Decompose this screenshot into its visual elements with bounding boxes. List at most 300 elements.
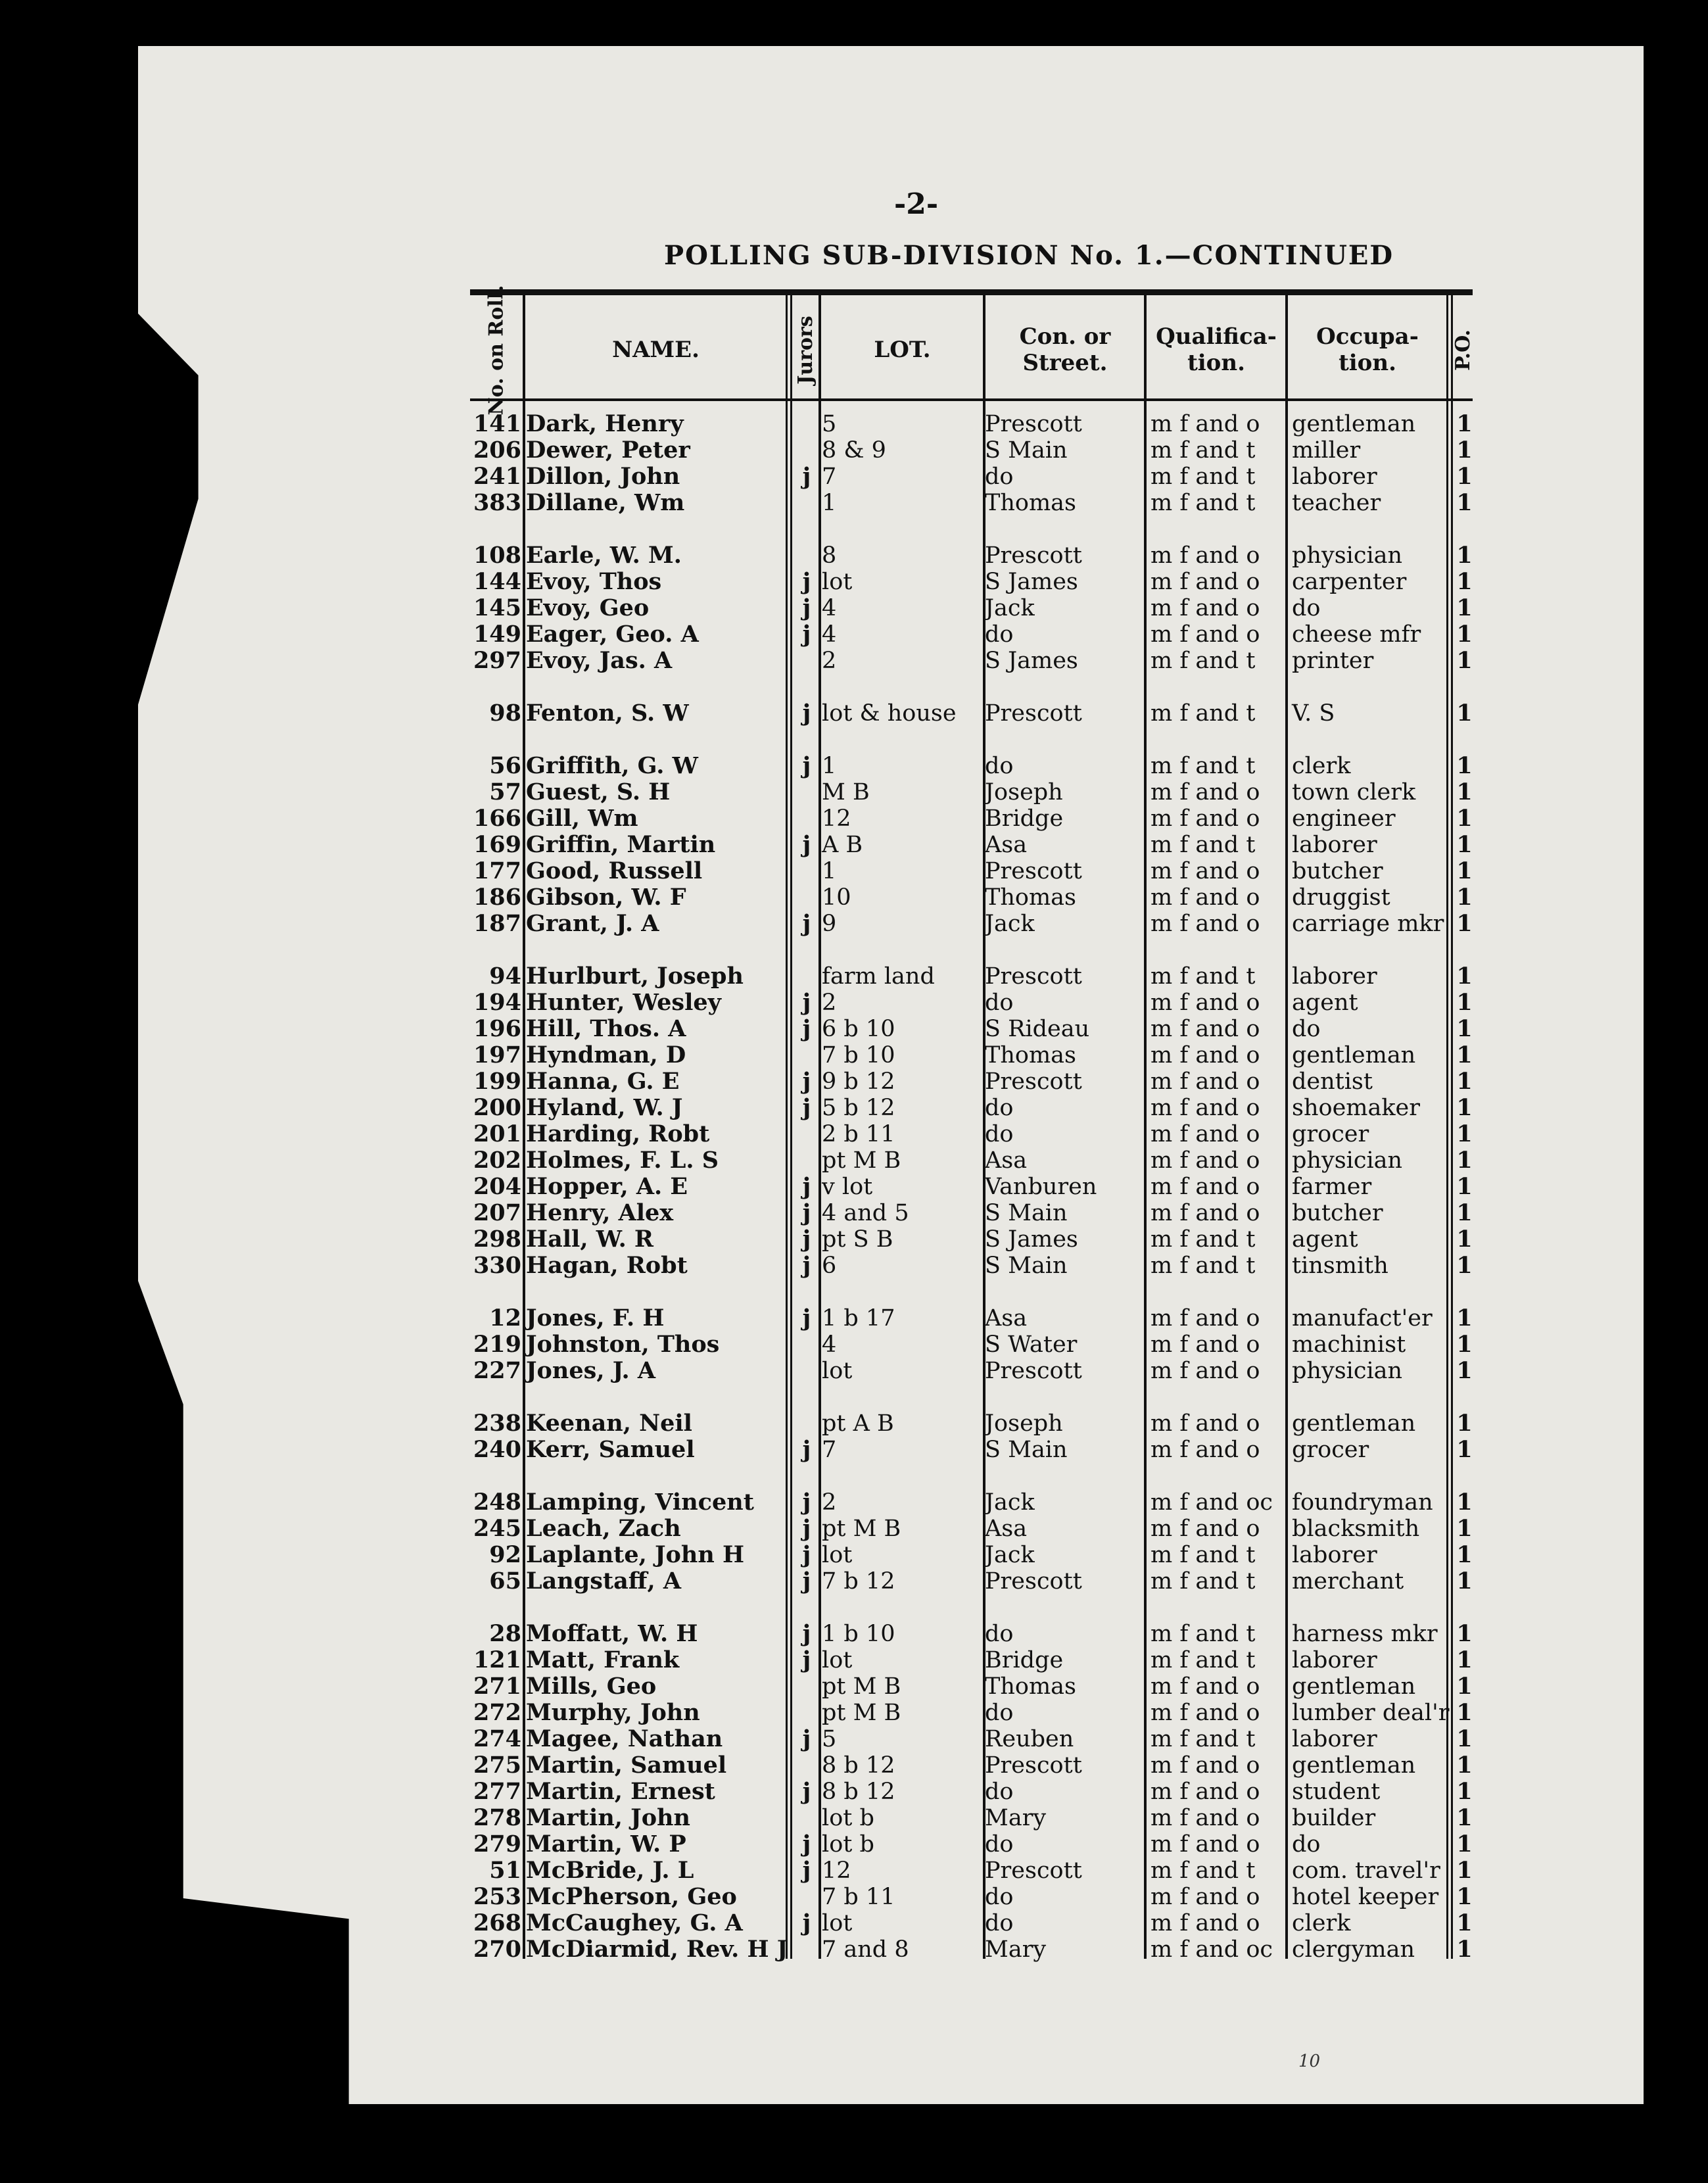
qualification: m f and o <box>1151 595 1260 621</box>
lot: 4 and 5 <box>822 1200 909 1226</box>
lot: 8 & 9 <box>822 437 886 464</box>
roll-number: 94 <box>489 963 521 990</box>
voter-name: Evoy, Geo <box>526 594 650 621</box>
lot: 5 b 12 <box>822 1095 895 1121</box>
qualification: m f and o <box>1151 1305 1260 1331</box>
table-row <box>470 1226 1473 1253</box>
street: S Main <box>985 437 1068 464</box>
qualification: m f and oc <box>1151 1489 1273 1516</box>
roll-number: 12 <box>489 1305 521 1331</box>
street: Mary <box>985 1805 1047 1831</box>
juror-mark: j <box>802 1068 811 1095</box>
table-row <box>470 858 1473 884</box>
lot: farm land <box>822 963 935 990</box>
roll-number: 51 <box>489 1857 521 1884</box>
lot: M B <box>822 779 870 805</box>
table-row <box>470 621 1473 648</box>
po-number: 1 <box>1456 1909 1473 1936</box>
po-number: 1 <box>1456 1120 1473 1147</box>
street: Jack <box>985 1489 1035 1516</box>
street: Bridge <box>985 805 1064 832</box>
juror-mark: j <box>802 1436 811 1463</box>
occupation: clergyman <box>1292 1936 1415 1963</box>
juror-mark: j <box>802 1252 811 1279</box>
street: do <box>985 464 1014 490</box>
occupation: foundryman <box>1292 1489 1433 1516</box>
table-row <box>470 1831 1473 1858</box>
voter-name: Hunter, Wesley <box>526 989 721 1016</box>
qualification: m f and t <box>1151 832 1256 858</box>
juror-mark: j <box>802 1489 811 1516</box>
po-number: 1 <box>1456 1410 1473 1437</box>
street: Jack <box>985 911 1035 937</box>
voter-name: Magee, Nathan <box>526 1725 723 1752</box>
qualification: m f and o <box>1151 1016 1260 1042</box>
voter-name: McCaughey, G. A <box>526 1909 743 1936</box>
qualification: m f and t <box>1151 1568 1256 1595</box>
table-row <box>470 1858 1473 1884</box>
roll-number: 248 <box>473 1489 521 1516</box>
voter-name: McDiarmid, Rev. H J <box>526 1936 788 1963</box>
roll-number: 92 <box>489 1541 521 1568</box>
header-name: NAME. <box>612 337 700 363</box>
voter-name: Lamping, Vincent <box>526 1489 754 1516</box>
qualification: m f and t <box>1151 464 1256 490</box>
juror-mark: j <box>802 1094 811 1121</box>
street: do <box>985 1121 1014 1147</box>
street: do <box>985 1095 1014 1121</box>
street: Asa <box>985 1305 1028 1331</box>
voter-name: Evoy, Thos <box>526 568 662 595</box>
po-number: 1 <box>1456 1857 1473 1884</box>
roll-number: 144 <box>473 568 521 595</box>
occupation: gentleman <box>1292 1410 1416 1437</box>
po-number: 1 <box>1456 463 1473 490</box>
roll-number: 274 <box>473 1725 521 1752</box>
qualification: m f and o <box>1151 1884 1260 1910</box>
lot: 10 <box>822 884 851 911</box>
juror-mark: j <box>802 1515 811 1542</box>
qualification: m f and o <box>1151 1068 1260 1095</box>
occupation: do <box>1292 1831 1321 1858</box>
voter-name: Guest, S. H <box>526 779 671 805</box>
street: Thomas <box>985 490 1076 516</box>
lot: 7 and 8 <box>822 1936 909 1963</box>
table-row <box>470 779 1473 805</box>
roll-number: 297 <box>473 647 521 674</box>
juror-mark: j <box>802 1725 811 1752</box>
header-po: P.O. <box>1451 329 1475 371</box>
juror-mark: j <box>802 831 811 858</box>
table-row <box>470 648 1473 674</box>
table-row <box>470 1884 1473 1910</box>
occupation: butcher <box>1292 858 1383 884</box>
qualification: m f and t <box>1151 1542 1256 1568</box>
roll-number: 227 <box>473 1357 521 1384</box>
po-number: 1 <box>1456 542 1473 569</box>
qualification: m f and o <box>1151 990 1260 1016</box>
occupation: manufact'er <box>1292 1305 1433 1331</box>
roll-number: 219 <box>473 1331 521 1358</box>
table-row <box>470 1621 1473 1647</box>
voter-name: Johnston, Thos <box>526 1331 720 1358</box>
table-row <box>470 700 1473 727</box>
table-row <box>470 1568 1473 1595</box>
header-lot: LOT. <box>874 337 931 363</box>
qualification: m f and o <box>1151 1410 1260 1437</box>
voter-name: Gibson, W. F <box>526 884 686 911</box>
voter-name: Hyland, W. J <box>526 1094 683 1121</box>
qualification: m f and o <box>1151 884 1260 911</box>
po-number: 1 <box>1456 1883 1473 1910</box>
voter-name: Hyndman, D <box>526 1042 686 1068</box>
voter-name: Dillane, Wm <box>526 489 685 516</box>
qualification: m f and t <box>1151 1858 1256 1884</box>
lot: 1 <box>822 753 837 779</box>
lot: 12 <box>822 805 851 832</box>
street: S James <box>985 648 1078 674</box>
street: Asa <box>985 1516 1028 1542</box>
street: Joseph <box>985 1410 1063 1437</box>
lot: lot b <box>822 1805 874 1831</box>
occupation: machinist <box>1292 1331 1406 1358</box>
po-number: 1 <box>1456 1568 1473 1595</box>
voter-name: Matt, Frank <box>526 1646 680 1673</box>
occupation: clerk <box>1292 1910 1351 1936</box>
table-row <box>470 542 1473 569</box>
header-no-on-roll: No. on Roll. <box>485 284 508 416</box>
qualification: m f and t <box>1151 437 1256 464</box>
table-row <box>470 1910 1473 1936</box>
po-number: 1 <box>1456 1831 1473 1858</box>
lot: lot <box>822 1358 853 1384</box>
table-row <box>470 464 1473 490</box>
occupation: lumber deal'r <box>1292 1700 1450 1726</box>
qualification: m f and o <box>1151 1779 1260 1805</box>
lot: 7 b 11 <box>822 1884 895 1910</box>
po-number: 1 <box>1456 1752 1473 1779</box>
roll-number: 145 <box>473 594 521 621</box>
juror-mark: j <box>802 463 811 490</box>
po-number: 1 <box>1456 410 1473 437</box>
occupation: shoemaker <box>1292 1095 1420 1121</box>
voter-name: Laplante, John H <box>526 1541 745 1568</box>
roll-number: 177 <box>473 857 521 884</box>
voter-name: Keenan, Neil <box>526 1410 692 1437</box>
table-row <box>470 1700 1473 1726</box>
table-row <box>470 1489 1473 1516</box>
street: Prescott <box>985 411 1082 437</box>
street: do <box>985 1621 1014 1647</box>
lot: 7 b 12 <box>822 1568 895 1595</box>
occupation: gentleman <box>1292 411 1416 437</box>
occupation: miller <box>1292 437 1361 464</box>
juror-mark: j <box>802 752 811 779</box>
occupation: town clerk <box>1292 779 1416 805</box>
qualification: m f and o <box>1151 1095 1260 1121</box>
qualification: m f and o <box>1151 542 1260 569</box>
roll-number: 207 <box>473 1199 521 1226</box>
table-row <box>470 1726 1473 1752</box>
juror-mark: j <box>802 700 811 727</box>
voter-name: Eager, Geo. A <box>526 621 699 648</box>
table-row <box>470 1358 1473 1384</box>
roll-number: 28 <box>489 1620 521 1647</box>
occupation: agent <box>1292 990 1358 1016</box>
occupation: laborer <box>1292 1726 1377 1752</box>
po-number: 1 <box>1456 1147 1473 1174</box>
lot: 8 b 12 <box>822 1752 895 1779</box>
juror-mark: j <box>802 1226 811 1253</box>
lot: 1 b 10 <box>822 1621 895 1647</box>
occupation: physician <box>1292 542 1403 569</box>
roll-number: 149 <box>473 621 521 648</box>
table-row <box>470 1936 1473 1963</box>
lot: 2 <box>822 648 837 674</box>
lot: pt M B <box>822 1700 901 1726</box>
occupation: agent <box>1292 1226 1358 1253</box>
juror-mark: j <box>802 1646 811 1673</box>
voter-name: Hopper, A. E <box>526 1173 688 1200</box>
street: Thomas <box>985 884 1076 911</box>
table-row <box>470 1253 1473 1279</box>
lot: v lot <box>822 1174 873 1200</box>
table-row <box>470 1647 1473 1673</box>
street: Prescott <box>985 1752 1082 1779</box>
roll-number: 298 <box>473 1226 521 1253</box>
street: Prescott <box>985 1858 1082 1884</box>
qualification: m f and o <box>1151 779 1260 805</box>
po-number: 1 <box>1456 1357 1473 1384</box>
po-number: 1 <box>1456 1699 1473 1726</box>
juror-mark: j <box>802 1778 811 1805</box>
street: Prescott <box>985 542 1082 569</box>
qualification: m f and o <box>1151 1174 1260 1200</box>
qualification: m f and t <box>1151 490 1256 516</box>
juror-mark: j <box>802 1620 811 1647</box>
po-number: 1 <box>1456 1489 1473 1516</box>
table-row <box>470 1779 1473 1805</box>
occupation: butcher <box>1292 1200 1383 1226</box>
lot: 4 <box>822 595 837 621</box>
street: do <box>985 1884 1014 1910</box>
street: do <box>985 621 1014 648</box>
lot: pt A B <box>822 1410 894 1437</box>
occupation: com. travel'r <box>1292 1858 1440 1884</box>
street: Prescott <box>985 858 1082 884</box>
roll-number: 238 <box>473 1410 521 1437</box>
po-number: 1 <box>1456 1436 1473 1463</box>
roll-number: 57 <box>489 779 521 805</box>
lot: 4 <box>822 1331 837 1358</box>
occupation: do <box>1292 1016 1321 1042</box>
po-number: 1 <box>1456 568 1473 595</box>
juror-mark: j <box>802 1909 811 1936</box>
table-row <box>470 437 1473 464</box>
occupation: clerk <box>1292 753 1351 779</box>
voter-name: Jones, F. H <box>526 1305 665 1331</box>
street: Bridge <box>985 1647 1064 1673</box>
po-number: 1 <box>1456 752 1473 779</box>
table-row <box>470 1016 1473 1042</box>
street: Prescott <box>985 1068 1082 1095</box>
roll-number: 141 <box>473 410 521 437</box>
po-number: 1 <box>1456 1620 1473 1647</box>
voter-name: Kerr, Samuel <box>526 1436 695 1463</box>
street: Reuben <box>985 1726 1074 1752</box>
roll-number: 65 <box>489 1568 521 1595</box>
table-row <box>470 1042 1473 1068</box>
street: S Main <box>985 1253 1068 1279</box>
roll-number: 240 <box>473 1436 521 1463</box>
lot: 6 b 10 <box>822 1016 895 1042</box>
qualification: m f and o <box>1151 805 1260 832</box>
voter-name: Jones, J. A <box>526 1357 656 1384</box>
qualification: m f and o <box>1151 411 1260 437</box>
juror-mark: j <box>802 989 811 1016</box>
lot: 5 <box>822 411 837 437</box>
voter-name: Grant, J. A <box>526 910 659 937</box>
page-title: POLLING SUB-DIVISION No. 1.—CONTINUED <box>664 240 1394 271</box>
juror-mark: j <box>802 1173 811 1200</box>
po-number: 1 <box>1456 437 1473 464</box>
lot: 9 <box>822 911 837 937</box>
roll-number: 56 <box>489 752 521 779</box>
voter-name: Murphy, John <box>526 1699 700 1726</box>
occupation: blacksmith <box>1292 1516 1420 1542</box>
lot: lot <box>822 1647 853 1673</box>
qualification: m f and o <box>1151 1042 1260 1068</box>
lot: pt M B <box>822 1516 901 1542</box>
occupation: teacher <box>1292 490 1381 516</box>
qualification: m f and oc <box>1151 1936 1273 1963</box>
lot: 8 <box>822 542 837 569</box>
table-row <box>470 1200 1473 1226</box>
po-number: 1 <box>1456 621 1473 648</box>
lot: 6 <box>822 1253 837 1279</box>
occupation: farmer <box>1292 1174 1372 1200</box>
voter-name: Good, Russell <box>526 857 703 884</box>
street: S James <box>985 1226 1078 1253</box>
roll-number: 201 <box>473 1120 521 1147</box>
street: Jack <box>985 1542 1035 1568</box>
qualification: m f and t <box>1151 648 1256 674</box>
po-number: 1 <box>1456 1936 1473 1963</box>
roll-number: 169 <box>473 831 521 858</box>
roll-number: 279 <box>473 1831 521 1858</box>
roll-number: 187 <box>473 910 521 937</box>
page-footnote: 10 <box>1298 2051 1321 2071</box>
voter-name: Earle, W. M. <box>526 542 682 569</box>
roll-number: 196 <box>473 1015 521 1042</box>
occupation: physician <box>1292 1358 1403 1384</box>
po-number: 1 <box>1456 1541 1473 1568</box>
qualification: m f and t <box>1151 700 1256 727</box>
po-number: 1 <box>1456 1725 1473 1752</box>
roll-number: 121 <box>473 1646 521 1673</box>
table-row <box>470 1805 1473 1831</box>
table-row <box>470 1516 1473 1542</box>
voter-name: Hurlburt, Joseph <box>526 963 744 990</box>
table-row <box>470 805 1473 832</box>
table-row <box>470 963 1473 990</box>
lot: 12 <box>822 1858 851 1884</box>
po-number: 1 <box>1456 1094 1473 1121</box>
roll-number: 197 <box>473 1042 521 1068</box>
po-number: 1 <box>1456 1042 1473 1068</box>
qualification: m f and o <box>1151 1831 1260 1858</box>
roll-number: 108 <box>473 542 521 569</box>
roll-number: 270 <box>473 1936 521 1963</box>
lot: A B <box>822 832 863 858</box>
lot: pt S B <box>822 1226 893 1253</box>
table-row <box>470 595 1473 621</box>
street: do <box>985 1779 1014 1805</box>
po-number: 1 <box>1456 1646 1473 1673</box>
roll-number: 166 <box>473 805 521 832</box>
juror-mark: j <box>802 1015 811 1042</box>
qualification: m f and o <box>1151 911 1260 937</box>
roll-number: 278 <box>473 1804 521 1831</box>
qualification: m f and o <box>1151 1910 1260 1936</box>
table-row <box>470 1542 1473 1568</box>
voter-name: Evoy, Jas. A <box>526 647 673 674</box>
juror-mark: j <box>802 1568 811 1595</box>
table-row <box>470 990 1473 1016</box>
header-occupation: Occupa-tion. <box>1316 324 1419 376</box>
po-number: 1 <box>1456 884 1473 911</box>
po-number: 1 <box>1456 1068 1473 1095</box>
voter-name: Mills, Geo <box>526 1673 657 1700</box>
juror-mark: j <box>802 910 811 937</box>
occupation: grocer <box>1292 1121 1369 1147</box>
po-number: 1 <box>1456 1173 1473 1200</box>
qualification: m f and o <box>1151 858 1260 884</box>
street: S Rideau <box>985 1016 1090 1042</box>
table-row <box>470 884 1473 911</box>
qualification: m f and o <box>1151 1331 1260 1358</box>
juror-mark: j <box>802 1857 811 1884</box>
table-row <box>470 1305 1473 1331</box>
table-row <box>470 1147 1473 1174</box>
street: Vanburen <box>985 1174 1097 1200</box>
voter-name: Martin, Samuel <box>526 1752 727 1779</box>
table-row <box>470 1673 1473 1700</box>
street: Asa <box>985 1147 1028 1174</box>
occupation: dentist <box>1292 1068 1373 1095</box>
street: do <box>985 1831 1014 1858</box>
page-number: -2- <box>894 187 939 221</box>
po-number: 1 <box>1456 1226 1473 1253</box>
occupation: student <box>1292 1779 1381 1805</box>
juror-mark: j <box>802 1541 811 1568</box>
qualification: m f and o <box>1151 1752 1260 1779</box>
street: Mary <box>985 1936 1047 1963</box>
lot: 1 <box>822 490 837 516</box>
voter-name: Moffatt, W. H <box>526 1620 698 1647</box>
roll-number: 271 <box>473 1673 521 1700</box>
street: S Water <box>985 1331 1078 1358</box>
occupation: laborer <box>1292 832 1377 858</box>
voter-name: Gill, Wm <box>526 805 638 832</box>
header-street: Con. or Street. <box>1019 324 1111 376</box>
qualification: m f and o <box>1151 569 1260 595</box>
table-row <box>470 569 1473 595</box>
table-row <box>470 411 1473 437</box>
street: Prescott <box>985 963 1082 990</box>
street: Prescott <box>985 1568 1082 1595</box>
qualification: m f and o <box>1151 1121 1260 1147</box>
